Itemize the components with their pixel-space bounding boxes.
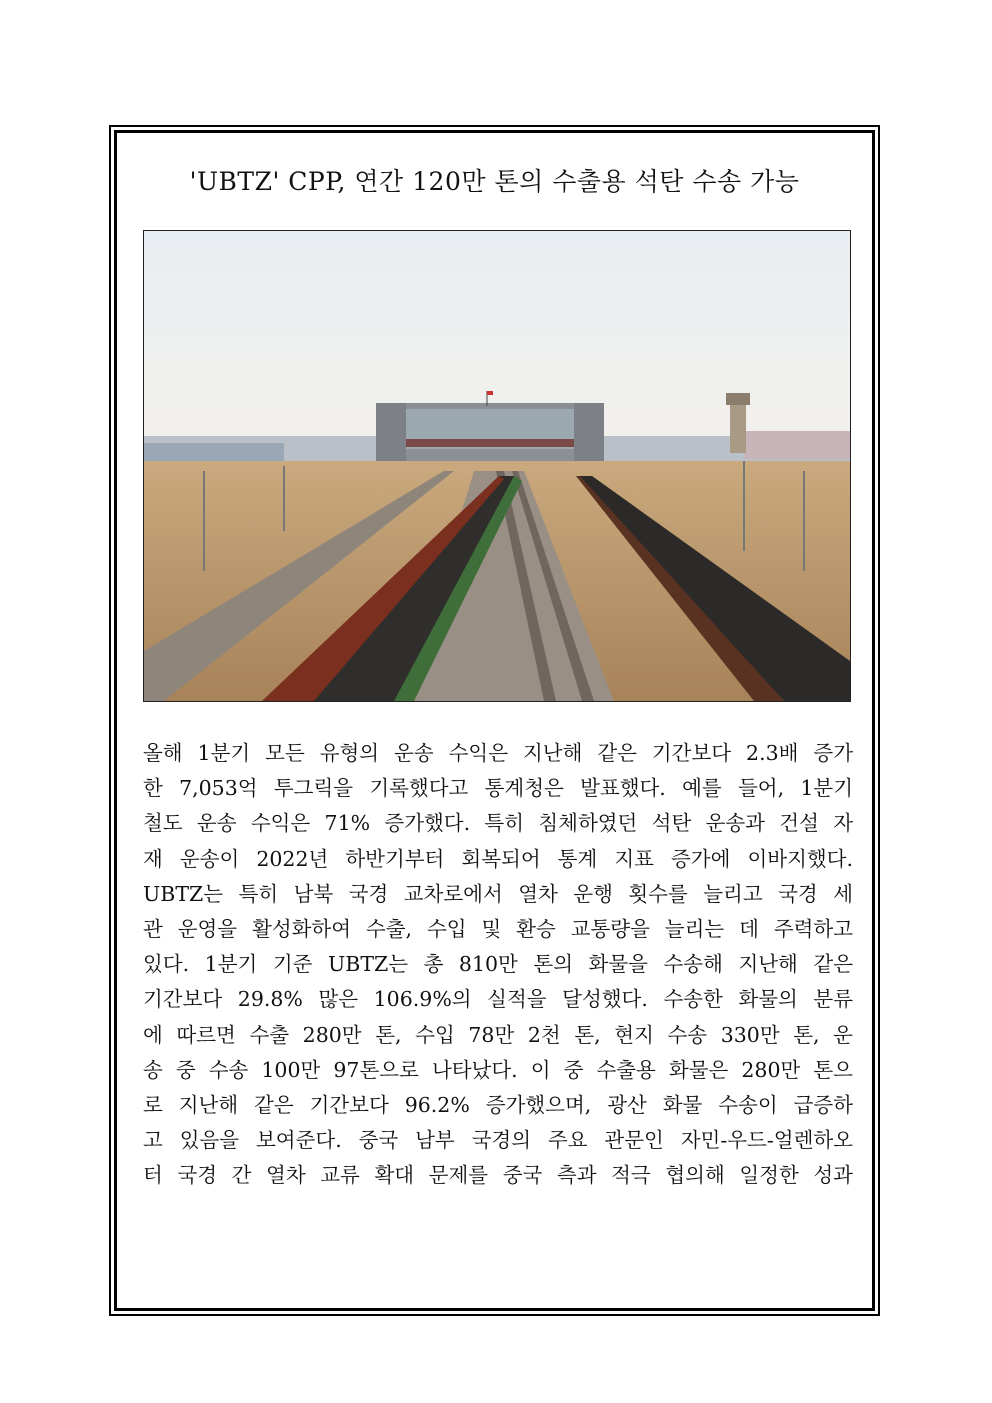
body-line: UBTZ는 특히 남북 국경 교차로에서 열차 운행 횟수를 늘리고 국경 세 (143, 881, 853, 906)
body-line: 올해 1분기 모든 유형의 운송 수익은 지난해 같은 기간보다 2.3배 증가 (143, 741, 853, 765)
body-line: 에 따르면 수출 280만 톤, 수입 78만 2천 톤, 현지 수송 330만 톤, 운 (143, 1022, 853, 1047)
body-line: 한 7,053억 투그릭을 기록했다고 통계청은 발표했다. 예를 들어, 1분기 (143, 776, 853, 801)
article-title: 'UBTZ' CPP, 연간 120만 톤의 수출용 석탄 수송 가능 (189, 167, 800, 196)
article-photo (143, 230, 851, 702)
body-line: 철도 운송 수익은 71% 증가했다. 특히 침체하였던 석탄 운송과 건설 자 (143, 811, 853, 836)
body-line: 로 지난해 같은 기간보다 96.2% 증가했으며, 광산 화물 수송이 급증하 (143, 1093, 853, 1118)
article-body (143, 736, 853, 1194)
body-line: 관 운영을 활성화하여 수출, 수입 및 환승 교통량을 늘리는 데 주력하고 (143, 917, 853, 942)
body-line: 고 있음을 보여준다. 중국 남부 국경의 주요 관문인 자민-우드-얼렌하오 (143, 1128, 853, 1153)
body-line: 터 국경 간 열차 교류 확대 문제를 중국 측과 적극 협의해 일정한 성과 (143, 1163, 853, 1188)
body-line: 기간보다 29.8% 많은 106.9%의 실적을 달성했다. 수송한 화물의 분류 (143, 987, 853, 1012)
body-line: 재 운송이 2022년 하반기부터 회복되어 통계 지표 증가에 이바지했다. (143, 846, 853, 871)
rail-freight-photo-icon (144, 231, 850, 701)
body-line: 송 중 수송 100만 97톤으로 나타났다. 이 중 수출용 화물은 280만 톤으 (143, 1057, 853, 1082)
body-line: 있다. 1분기 기준 UBTZ는 총 810만 톤의 화물을 수송해 지난해 같은 (143, 952, 853, 977)
